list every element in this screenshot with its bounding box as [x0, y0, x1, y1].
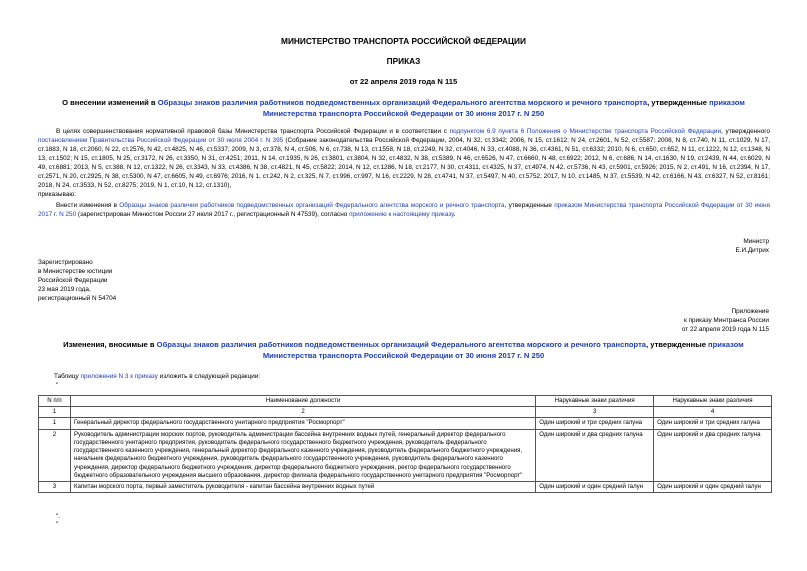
- subject-link-order[interactable]: приказом Министерства транспорта Российской Федерации от 30 июня 2017 г. N 250: [262, 98, 745, 118]
- table-row: [39, 429, 772, 481]
- preamble-paragraph-1: [38, 128, 770, 200]
- appendix-reference: [682, 308, 769, 335]
- row-number: 2: [39, 429, 71, 481]
- row-chest-insignia: Один широкий и три средних галуна: [536, 418, 654, 429]
- row-sleeve-insignia: Один широкий и два средних галуна: [654, 429, 772, 481]
- preamble: [38, 128, 770, 220]
- table-row: [39, 481, 772, 492]
- signature-position: Министр: [743, 238, 769, 245]
- header-sleeve-insignia: Нарукавные знаки различия: [654, 396, 772, 407]
- preamble-order-word: приказываю:: [38, 190, 76, 198]
- column-number: 2: [70, 407, 535, 418]
- table-numbering-row: [39, 407, 772, 418]
- row-chest-insignia: Один широкий и два средних галуна: [536, 429, 654, 481]
- registration-block: [38, 259, 116, 304]
- preamble-text: , утвержденного: [721, 128, 770, 135]
- ministry-name: МИНИСТЕРСТВО ТРАНСПОРТА РОССИЙСКОЙ ФЕДЕРАЦИИ: [281, 36, 526, 46]
- preamble-text: Внести изменения в: [56, 201, 120, 209]
- changes-title-prefix: Изменения, вносимые в: [63, 340, 157, 349]
- changes-link-order[interactable]: приказом Министерства транспорта Российской Федерации от 30 июня 2017 г. N 250: [262, 340, 744, 360]
- table-row: [39, 418, 772, 429]
- row-number: 1: [39, 418, 71, 429]
- order-date: от 22 апреля 2019 года N 115: [349, 77, 458, 86]
- link-regulation-subpoint[interactable]: подпунктом 6.9 пункта 6 Положения о Министерстве транспорта Российской Федерации: [449, 128, 722, 135]
- row-chest-insignia: Один широкий и один средний галун: [536, 481, 654, 492]
- row-position: Руководитель администрации морских портов, руководитель администрации бассейна внутренних водных путей, генеральный директор федерального государственного унитарного предприятия, руководитель федерального государственного бюджетного учреждения, руководитель федерального государственного казенного учреждения, генеральный директор федерального казенного учреждения, руководитель федерального бюджетного учреждения, начальник федерального бюджетного учреждения, руководитель федерального государственного учреждения, руководитель федерального казенного учреждения, директор федерального бюджетного учреждения, директор федерального бюджетного учреждения, ректор федерального государственного бюджетного образовательного учреждения высшего образования, директор филиала федерального государственного унитарного предприятия "Росморпорт": [70, 429, 535, 481]
- changes-title: [50, 339, 757, 361]
- header-position: Наименование должности: [70, 396, 535, 407]
- column-number: 3: [536, 407, 654, 418]
- preamble-text: , утвержденные: [504, 201, 555, 209]
- preamble-text: В целях совершенствования нормативной правовой базы Министерства транспорта Российской Федерации и в соответствии с: [56, 128, 450, 135]
- closing-quote: ": [56, 521, 59, 528]
- link-appendix[interactable]: приложению к настоящему приказу: [349, 210, 454, 218]
- registration-date: 23 мая 2019 года,: [38, 285, 91, 293]
- header-number: N п/п: [39, 396, 71, 407]
- subject-prefix: О внесении изменений в: [62, 98, 158, 107]
- table-intro-text: Таблицу: [54, 373, 81, 380]
- appendix-line: Приложение: [731, 308, 769, 315]
- quote-mark: ": [56, 382, 59, 389]
- changes-title-mid: , утвержденные: [646, 340, 709, 349]
- link-samples[interactable]: Образцы знаков различия работников подведомственных организаций Федерального агентства морского и речного транспорта: [119, 201, 505, 209]
- preamble-text: (зарегистрирован Минюстом России 27 июля 2017 г., регистрационный N 47539), согласно: [76, 210, 350, 218]
- closing-quote: ".: [56, 513, 61, 520]
- changes-link-samples[interactable]: Образцы знаков различия работников подведомственных организаций Федерального агентства морского и речного транспорта: [156, 340, 647, 349]
- registration-line: Зарегистрировано: [38, 259, 93, 266]
- subject-link-samples[interactable]: Образцы знаков различия работников подведомственных организаций Федерального агентства морского и речного транспорта: [157, 98, 648, 107]
- row-sleeve-insignia: Один широкий и один средний галун: [654, 481, 772, 492]
- insignia-table: [38, 395, 772, 493]
- link-government-decree[interactable]: постановлением Правительства Российской Федерации от 30 июля 2004 г. N 395: [38, 136, 284, 144]
- registration-line: в Министерстве юстиции: [38, 267, 113, 275]
- row-position: Капитан морского порта, первый заместитель руководителя - капитан бассейна внутренних водных путей: [70, 481, 535, 492]
- header-chest-insignia: Нарукавные знаки различия: [536, 396, 654, 407]
- table-intro: [54, 373, 260, 382]
- preamble-paragraph-2: [38, 202, 770, 220]
- preamble-text: .: [453, 210, 456, 218]
- link-order-250[interactable]: приказом Министерства транспорта Российской Федерации от 30 июня 2017 г. N 250: [38, 201, 770, 218]
- preamble-citations: (Собрание законодательства Российской Федерации, 2004, N 32, ст.3342; 2006, N 15, ст.1612; N 24, ст.2601, N 52, ст.5587; 2008, N 8, ст.740, N 11, ст.1029, N 17, ст.1883, N 18, ст.2060, N 22, ст.2576, N 42, ст.4825, N 46, ст.5337; 2009, N 3, ст.378, N 4, ст.506, N 6, ст.738, N 13, ст.1558, N 18, ст.2249, N 32, ст.4046, N 33, ст.4088, N 36, ст.4361, N 51, ст.6332; 2010, N 6, ст.650, ст.652, N 11, ст.1222, N 12, ст.1348, N 13, ст.1502; N 15, ст.1805, N 25, ст.3172, N 26, ст.3350, N 31, ст.4251; 2011, N 14, ст.1935, N 26, ст.3801, ст.3804, N 32, ст.4832, N 38, ст.5389, N 46, ст.6526, N 47, ст.6660, N 48, ст.6922; 2012, N 6, ст.686, N 14, ст.1630, N 19, ст.2439, N 44, ст.6029, N 49, ст.6881; 2013, N 5, ст.388, N 12, ст.1322, N 26, ст.3343, N 33, ст.4386, N 38, ст.4821, N 45, ст.5822; 2014, N 12, ст.1286, N 18, ст.2177, N 30, ст.4311, ст.4325, N 37, ст.4974, N 42, ст.5736, N 43, ст.5901, ст.5926; 2015, N 2, ст.491, N 16, ст.2394, N 17, ст.2571, N 20, ст.2925, N 38, ст.5300, N 47, ст.6605, N 49, ст.6976; 2016, N 1, ст.242, N 2, ст.325, N 7, ст.996, ст.997, N 16, ст.2229, N 28, ст.4741, N 37, ст.5497, N 40, ст.5752; 2017, N 10, ст.1485, N 37, ст.5539, N 42, ст.6166, N 43, ст.6327, N 52, ст.8161; 2018, N 24, ст.3533, N 52, ст.8275; 2019, N 1, ст.10, N 12, ст.1310),: [38, 136, 770, 189]
- appendix-line: от 22 апреля 2019 года N 115: [681, 325, 769, 333]
- signature-name: Е.И.Дитрих: [735, 246, 769, 254]
- registration-line: Российской Федерации: [38, 276, 108, 284]
- table-header-row: [39, 396, 772, 407]
- column-number: 1: [39, 407, 71, 418]
- row-number: 3: [39, 481, 71, 492]
- column-number: 4: [654, 407, 772, 418]
- order-title: ПРИКАЗ: [386, 56, 421, 66]
- order-subject: [60, 97, 747, 119]
- signature-block: [735, 238, 769, 256]
- row-sleeve-insignia: Один широкий и три средних галуна: [654, 418, 772, 429]
- table-intro-text: изложить в следующей редакции:: [157, 373, 261, 380]
- appendix-line: к приказу Минтранса России: [684, 316, 769, 324]
- link-appendix-3[interactable]: приложения N 3 к приказу: [80, 373, 158, 380]
- subject-mid: , утвержденные: [647, 98, 710, 107]
- row-position: Генеральный директор федерального государственного унитарного предприятия "Росморпорт": [70, 418, 535, 429]
- registration-number: регистрационный N 54704: [38, 294, 117, 302]
